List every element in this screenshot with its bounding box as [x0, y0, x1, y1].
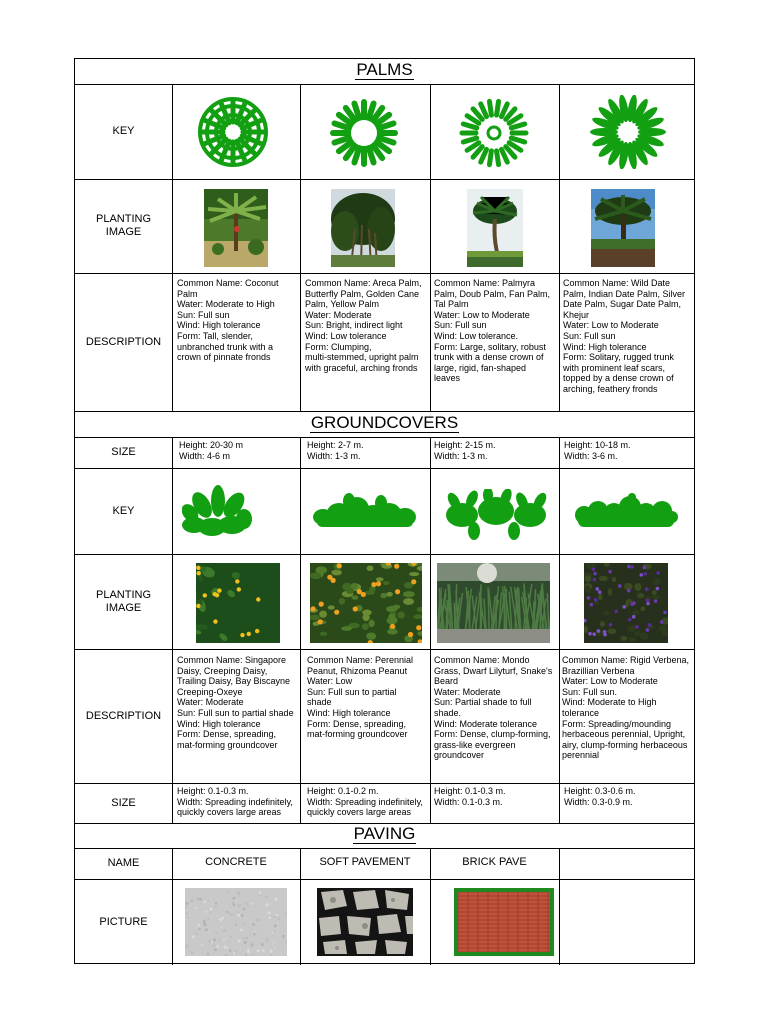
palms-key-label: KEY: [112, 125, 135, 137]
groundcovers-section-title: GROUNDCOVERS: [310, 413, 459, 432]
groundcovers-size-label: SIZE: [111, 796, 136, 809]
coconut-palm-description: Common Name: Coconut Palm Water: Moderate to High Sun: Full sun Wind: High tolerance Form: Tall, slender, unbranched trunk with a crown of pinnate fronds: [177, 278, 279, 363]
date-palm-size: Height: 10-18 m. Width: 3-6 m.: [564, 440, 631, 461]
grid-line: [300, 84, 301, 411]
perennial-peanut-size: Height: 0.1-0.2 m. Width: Spreading indefinitely, quickly covers large areas: [307, 786, 423, 818]
grid-line: [559, 84, 560, 411]
perennial-peanut-symbol-icon: [313, 491, 417, 529]
grid-line: [559, 437, 560, 823]
paving-name-brick-pave: BRICK PAVE: [462, 856, 527, 868]
areca-palm-size: Height: 2-7 m. Width: 1-3 m.: [307, 440, 364, 461]
grid-line: [300, 437, 301, 823]
palms-section-title: PALMS: [356, 60, 413, 79]
groundcovers-image-label: PLANTING IMAGE: [95, 588, 151, 614]
paving-name-soft-pavement: SOFT PAVEMENT: [319, 856, 411, 868]
palmyra-palm-photo: [467, 189, 523, 267]
grid-line: [559, 848, 560, 965]
grid-line: [430, 437, 431, 823]
singapore-daisy-symbol-icon: [182, 481, 252, 539]
date-palm-photo: [591, 189, 655, 267]
groundcovers-description-label: DESCRIPTION: [85, 709, 162, 722]
grid-line: [75, 411, 694, 412]
rigid-verbena-photo: [584, 563, 668, 643]
groundcovers-key-label: KEY: [112, 504, 135, 517]
grid-line: [430, 84, 431, 411]
paving-picture-label: PICTURE: [99, 915, 148, 928]
palms-size-label: SIZE: [111, 446, 136, 458]
grid-line: [172, 437, 173, 823]
palmyra-palm-size: Height: 2-15 m. Width: 1-3 m.: [434, 440, 496, 461]
mondo-grass-description: Common Name: Mondo Grass, Dwarf Lilyturf, Snake's Beard Water: Moderate Sun: Partial shade to full shade. Wind: Moderate tolerance Form: Dense, clump-forming, grass-like evergreen groundcover: [434, 655, 553, 761]
coconut-palm-size: Height: 20-30 m Width: 4-6 m: [179, 440, 244, 461]
areca-palm-photo: [331, 189, 395, 267]
palms-image-label: PLANTING IMAGE: [95, 213, 151, 238]
singapore-daisy-size: Height: 0.1-0.3 m. Width: Spreading indefinitely, quickly covers large areas: [177, 786, 293, 818]
palmyra-palm-symbol-icon: [458, 97, 530, 169]
date-palm-description: Common Name: Wild Date Palm, Indian Date Palm, Silver Date Palm, Sugar Date Palm, Khejur Water: Low to Moderate Sun: Full sun Wind: High tolerance Form: Solitary, rugged trunk with prominent leaf scars, topped by a dense crown of arching, feathery fronds: [563, 278, 686, 394]
areca-palm-symbol-icon: [327, 97, 401, 169]
rigid-verbena-symbol-icon: [574, 493, 678, 531]
perennial-peanut-photo: [310, 563, 422, 643]
singapore-daisy-description: Common Name: Singapore Daisy, Creeping Daisy, Trailing Daisy, Bay Biscayne Creeping-Oxeye Water: Moderate Sun: Full sun to partial shade Wind: High tolerance Form: Dense, spreading, mat-forming groundcover: [177, 655, 294, 750]
coconut-palm-symbol-icon: [196, 95, 270, 169]
soft-pavement-texture: [317, 888, 413, 956]
plant-schedule-sheet: [74, 58, 695, 964]
paving-name-concrete: CONCRETE: [205, 856, 267, 868]
paving-name-label: NAME: [107, 857, 140, 869]
rigid-verbena-description: Common Name: Rigid Verbena, Brazillian Verbena Water: Low to Moderate Sun: Full sun. Wind: Moderate to High tolerance Form: Spreading/mounding herbaceous perennial, Upright, airy, clump-forming herbaceous perennial: [562, 655, 690, 761]
mondo-grass-photo: [437, 563, 550, 643]
paving-section-title: PAVING: [353, 824, 416, 843]
singapore-daisy-photo: [196, 563, 280, 643]
palms-description-label: DESCRIPTION: [85, 335, 162, 348]
palmyra-palm-description: Common Name: Palmyra Palm, Doub Palm, Fan Palm, Tal Palm Water: Low to Moderate Sun: Full sun Wind: Low tolerance. Form: Large, solitary, robust trunk with a dense crown of large, rigid, fan-shaped leaves: [434, 278, 551, 384]
mondo-grass-size: Height: 0.1-0.3 m. Width: 0.1-0.3 m.: [434, 786, 506, 807]
concrete-texture: [185, 888, 287, 956]
brick-pave-texture: [454, 888, 554, 956]
rigid-verbena-size: Height: 0.3-0.6 m. Width: 0.3-0.9 m.: [564, 786, 636, 807]
perennial-peanut-description: Common Name: Perennial Peanut, Rhizoma Peanut Water: Low Sun: Full sun to partial shade Wind: High tolerance Form: Dense, spreading, mat-forming groundcover: [307, 655, 414, 740]
mondo-grass-symbol-icon: [444, 489, 548, 541]
date-palm-symbol-icon: [590, 95, 666, 169]
grid-line: [172, 84, 173, 411]
areca-palm-description: Common Name: Areca Palm, Butterfly Palm, Golden Cane Palm, Yellow Palm Water: Moderate Sun: Bright, indirect light Wind: Low tolerance Form: Clumping, multi-stemmed, upright palm with graceful, arching fronds: [305, 278, 422, 373]
coconut-palm-photo: [204, 189, 268, 267]
